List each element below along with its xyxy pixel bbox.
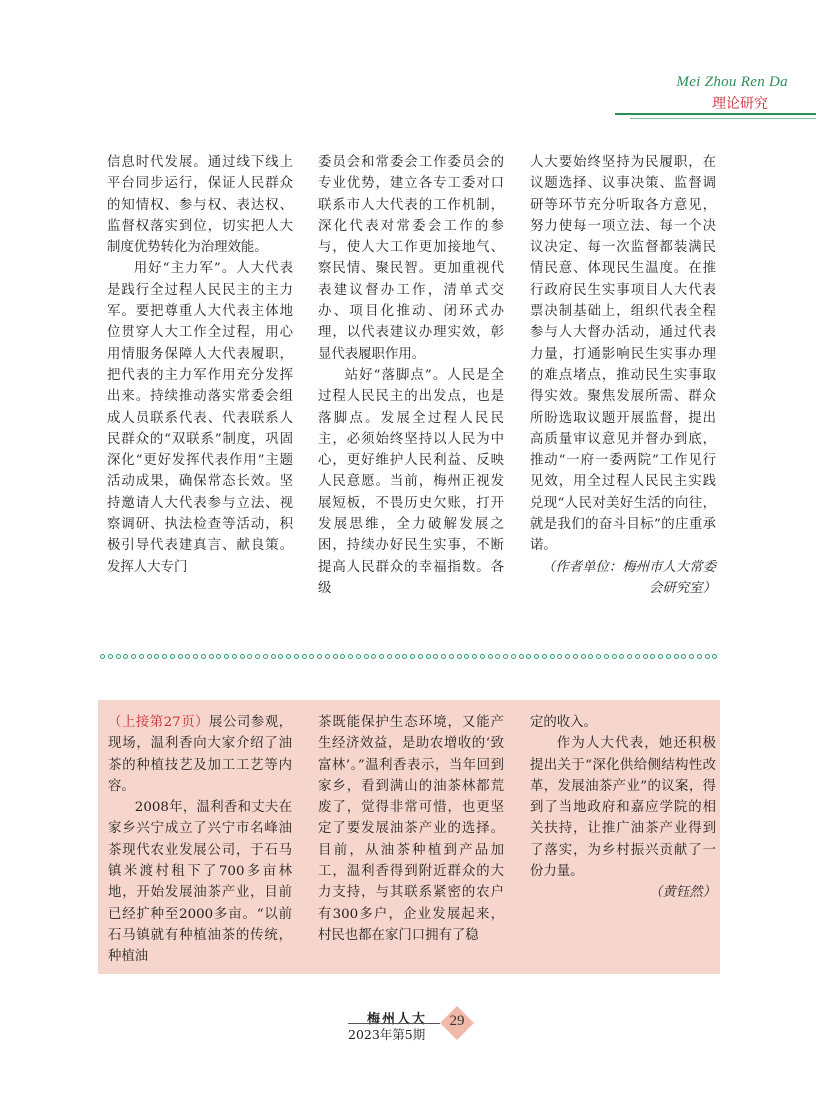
divider-dot [565,654,570,659]
divider-dot [697,654,702,659]
divider-dot [596,654,601,659]
divider-dot [263,654,268,659]
divider-dot [410,654,415,659]
paragraph: 人大要始终坚持为民履职，在议题选择、议事决策、监督调研等环节充分听取各方意见，努力使每一项立法、每一个决议决定、每一次监督都装满民情民意、体现民生温度。在推行政府民生实事项目人大代表票决制基础上，组织代表全程参与人大督办活动，通过代表力量，打通影响民生实事办理的难点堵点，推动民生实事取得实效。聚焦发展所需、群众所盼选取议题开展监督，提出高质量审议意见并督办到底，推动“一府一委两院”工作见行见效，用全过程人民民主实践兑现“人民对美好生活的向往，就是我们的奋斗目标”的庄重承诺。 [530,155,716,554]
divider-dot [619,654,624,659]
author-credit: （黄钰然） [649,885,716,901]
paragraph: 定的收入。 [530,715,597,730]
paragraph: 站好“落脚点”。人民是全过程人民民主的出发点，也是落脚点。发展全过程人民民主，必须始终坚持以人民为中心，更好维护人民利益、反映人民意愿。当前，梅州正视发展短板，不畏历史欠账，打开发展思维，全力破解发展之困，持续办好民生实事，不断提高人民群众的幸福指数。各级 [318,367,504,596]
divider-dot [108,654,113,659]
magazine-brand: Mei Zhou Ren Da [676,74,788,90]
continued-column-1 [108,712,292,968]
continued-from-tag: （上接第27页） [108,715,210,730]
paragraph: 用好“主力军”。人大代表是践行全过程人民民主的主力军。要把尊重人大代表主体地位贯穿人大工作全过程，用心用情服务保障人大代表履职，把代表的主力军作用充分发挥出来。持续推动落实常委会组成人员联系代表、代表联系人民群众的“双联系”制度，巩固深化“更好发挥代表作用”主题活动成果，确保常态长效。坚持邀请人大代表参与立法、视察调研、执法检查等活动，积极引导代表建真言、献良策。发挥人大专门 [107,261,293,575]
divider-dot [418,654,423,659]
author-credit: （作者单位：梅州市人大常委会研究室） [541,559,716,596]
divider-dot [356,654,361,659]
divider-dot [472,654,477,659]
divider-dot [317,654,322,659]
header-rule [615,113,816,115]
divider-dot [348,654,353,659]
continued-column-3 [530,712,716,904]
divider-dot [658,654,663,659]
divider-dot [371,654,376,659]
divider-dot [387,654,392,659]
divider-dot [480,654,485,659]
divider-dot [604,654,609,659]
divider-dot [526,654,531,659]
divider-dot [278,654,283,659]
divider-dot [193,654,198,659]
divider-dot [309,654,314,659]
divider-dot [201,654,206,659]
paragraph-text: 展公司参观，现场，温利香向大家介绍了油茶的种植技艺及加工工艺等内容。 [108,715,293,794]
divider-dot [464,654,469,659]
divider-dot [519,654,524,659]
divider-dot [224,654,229,659]
paragraph: 委员会和常委会工作委员会的专业优势，建立各专工委对口联系市人大代表的工作机制，深化代表对常委会工作的参与，使人大工作更加接地气、察民情、聚民智。更加重视代表建议督办工作，清单式交办、项目化推动、闭环式办理，以代表建议办理实效，彰显代表履职作用。 [318,155,504,362]
divider-dot [147,654,152,659]
page-number: 29 [449,1013,465,1029]
divider-dot [650,654,655,659]
divider-dot [449,654,454,659]
divider-dot [441,654,446,659]
divider-dot [364,654,369,659]
divider-dot [495,654,500,659]
divider-dot [340,654,345,659]
divider-dot [302,654,307,659]
divider-dot [232,654,237,659]
paragraph [108,712,292,797]
divider-dot [294,654,299,659]
divider-dot [627,654,632,659]
article-column-2 [318,152,504,599]
divider-dot [457,654,462,659]
article-column-1 [107,152,293,578]
divider-dot [131,654,136,659]
divider-dot [635,654,640,659]
divider-dot [712,654,717,659]
divider-dot [534,654,539,659]
divider-dot [666,654,671,659]
paragraph: 作为人大代表，她还积极提出关于“深化供给侧结构性改革，发展油茶产业”的议案，得到了当地政府和嘉应学院的相关扶持，让推广油茶产业得到了落实，为乡村振兴贡献了一份力量。 [530,736,716,880]
divider-dot [503,654,508,659]
continued-column-2 [318,712,504,946]
divider-dot [643,654,648,659]
divider-dot [488,654,493,659]
footer-rule [348,1023,440,1024]
divider-dot [154,654,159,659]
paragraph: 2008年，温利香和丈夫在家乡兴宁成立了兴宁市名峰油茶现代农业发展公司，于石马镇米渡村租下了700多亩林地，开始发展油茶产业，目前已经扩种至2000多亩。“以前石马镇就有种植油茶的传统，种植油 [108,800,292,965]
divider-dot [612,654,617,659]
divider-dot [681,654,686,659]
section-title: 理论研究 [712,96,768,112]
divider-dot [170,654,175,659]
issue-number: 2023年第5期 [348,1027,426,1042]
divider-dot [240,654,245,659]
divider-dot [557,654,562,659]
divider-dot [216,654,221,659]
divider-dot [395,654,400,659]
divider-dot [185,654,190,659]
divider-dot [433,654,438,659]
divider-dot [581,654,586,659]
divider-dot [705,654,710,659]
divider-dot [550,654,555,659]
article-column-3 [530,152,716,599]
divider-dot [333,654,338,659]
divider-dot [402,654,407,659]
divider-dot [271,654,276,659]
divider-dot [209,654,214,659]
dotted-divider [100,652,718,660]
divider-dot [542,654,547,659]
divider-dot [255,654,260,659]
divider-dot [123,654,128,659]
paragraph: 信息时代发展。通过线下线上平台同步运行，保证人民群众的知情权、参与权、表达权、监督权落实到位，切实把人大制度优势转化为治理效能。 [107,155,293,256]
divider-dot [426,654,431,659]
divider-dot [100,654,105,659]
divider-dot [162,654,167,659]
paragraph: 茶既能保护生态环境，又能产生经济效益，是助农增收的‘致富林’。”温利香表示，当年回到家乡，看到满山的油茶林都荒废了，觉得非常可惜，也更坚定了要发展油茶产业的选择。目前，从油茶种植到产品加工，温利香得到附近群众的大力支持，与其联系紧密的农户有300多户，企业发展起来，村民也都在家门口拥有了稳 [318,715,504,943]
footer-magazine-title: 梅州人大 [367,1012,428,1027]
divider-dot [674,654,679,659]
divider-dot [116,654,121,659]
divider-dot [247,654,252,659]
divider-dot [139,654,144,659]
divider-dot [325,654,330,659]
header-rule-thin [630,118,816,119]
divider-dot [689,654,694,659]
divider-dot [286,654,291,659]
divider-dot [588,654,593,659]
divider-dot [511,654,516,659]
divider-dot [178,654,183,659]
divider-dot [573,654,578,659]
divider-dot [379,654,384,659]
